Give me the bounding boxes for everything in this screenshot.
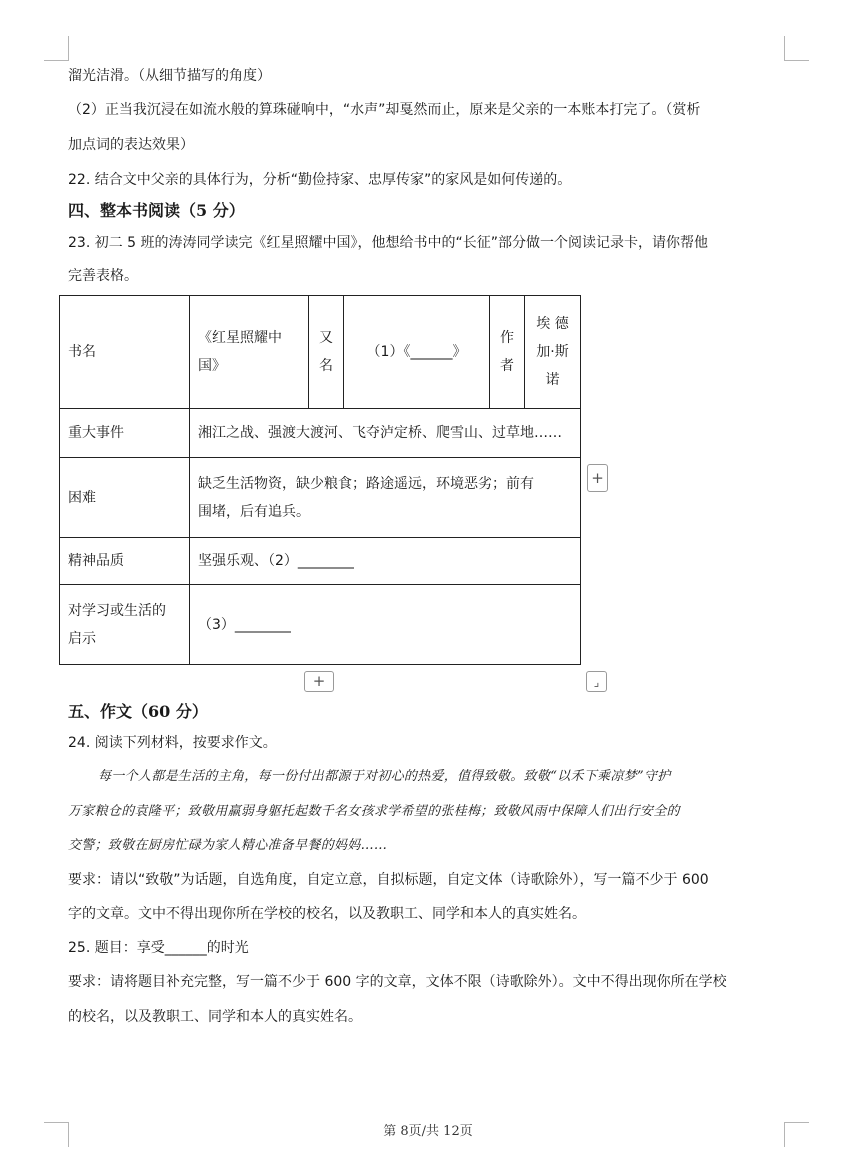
section-heading-4: 四、整本书阅读（5 分） [68, 201, 245, 220]
cell-author[interactable]: 埃 德 加·斯 诺 [525, 296, 581, 409]
cell-book-label[interactable]: 书名 [60, 296, 190, 409]
cell-difficulty[interactable]: 缺乏生活物资，缺少粮食；路途遥远，环境恶劣；前有 围堵，后有追兵。 [190, 458, 581, 538]
cell-inspiration-label[interactable]: 对学习或生活的 启示 [60, 585, 190, 665]
cell-spirit[interactable]: 坚强乐观、（2）________ [190, 538, 581, 585]
table-row [60, 458, 581, 538]
text-line: （2）正当我沉浸在如流水般的算珠碰响中，“水声”却戛然而止，原来是父亲的一本账本打完了。（赏析 [68, 102, 701, 118]
cell-difficulty-label[interactable]: 困难 [60, 458, 190, 538]
add-column-button[interactable]: + [587, 464, 608, 492]
question-24: 24. 阅读下列材料，按要求作文。 [68, 735, 277, 751]
material-line: 每一个人都是生活的主角，每一份付出都源于对初心的热爱，值得致敬。致敬“以禾下乘凉梦”守护 [98, 769, 671, 784]
section-heading-5: 五、作文（60 分） [68, 702, 208, 721]
question-23: 23. 初二 5 班的涛涛同学读完《红星照耀中国》，他想给书中的“长征”部分做一个阅读记录卡，请你帮他 [68, 235, 709, 251]
crop-mark-top-right [784, 36, 809, 61]
cell-events-label[interactable]: 重大事件 [60, 409, 190, 458]
page-number: 第 8页/共 12页 [383, 1124, 473, 1139]
cell-events[interactable]: 湘江之战、强渡大渡河、飞夺泸定桥、爬雪山、过草地…… [190, 409, 581, 458]
table-row [60, 538, 581, 585]
crop-mark-top-left [44, 36, 69, 61]
question-23-cont: 完善表格。 [68, 268, 138, 284]
material-line: 万家粮仓的袁隆平；致敬用羸弱身躯托起数千名女孩求学希望的张桂梅；致敬风雨中保障人们出行安全的 [68, 804, 680, 819]
requirement-line: 要求：请将题目补充完整，写一篇不少于 600 字的文章，文体不限（诗歌除外）。文中不得出现你所在学校 [68, 974, 727, 990]
add-row-button[interactable]: + [304, 671, 334, 692]
table-row [60, 296, 581, 409]
cell-spirit-label[interactable]: 精神品质 [60, 538, 190, 585]
table-row [60, 409, 581, 458]
table-resize-handle[interactable]: ⌟ [586, 671, 607, 692]
cell-aka-blank[interactable]: （1）《______》 [344, 296, 490, 409]
table-row [60, 585, 581, 665]
reading-record-table [59, 295, 581, 665]
question-25: 25. 题目：享受______的时光 [68, 940, 249, 956]
text-line: 加点词的表达效果） [68, 137, 194, 153]
question-22: 22. 结合文中父亲的具体行为，分析“勤俭持家、忠厚传家”的家风是如何传递的。 [68, 172, 572, 188]
requirement-line: 的校名，以及教职工、同学和本人的真实姓名。 [68, 1009, 362, 1025]
requirement-line: 要求：请以“致敬”为话题，自选角度，自定立意，自拟标题，自定文体（诗歌除外），写一篇不少于 600 [68, 872, 709, 888]
material-line: 交警；致敬在厨房忙碌为家人精心准备早餐的妈妈…… [68, 838, 388, 853]
cell-author-label[interactable]: 作 者 [490, 296, 525, 409]
cell-inspiration[interactable]: （3）________ [190, 585, 581, 665]
cell-book-title[interactable]: 《红星照耀中 国》 [190, 296, 309, 409]
cell-aka-label[interactable]: 又 名 [309, 296, 344, 409]
requirement-line: 字的文章。文中不得出现你所在学校的校名，以及教职工、同学和本人的真实姓名。 [68, 906, 586, 922]
text-line: 溜光洁滑。（从细节描写的角度） [68, 68, 271, 84]
